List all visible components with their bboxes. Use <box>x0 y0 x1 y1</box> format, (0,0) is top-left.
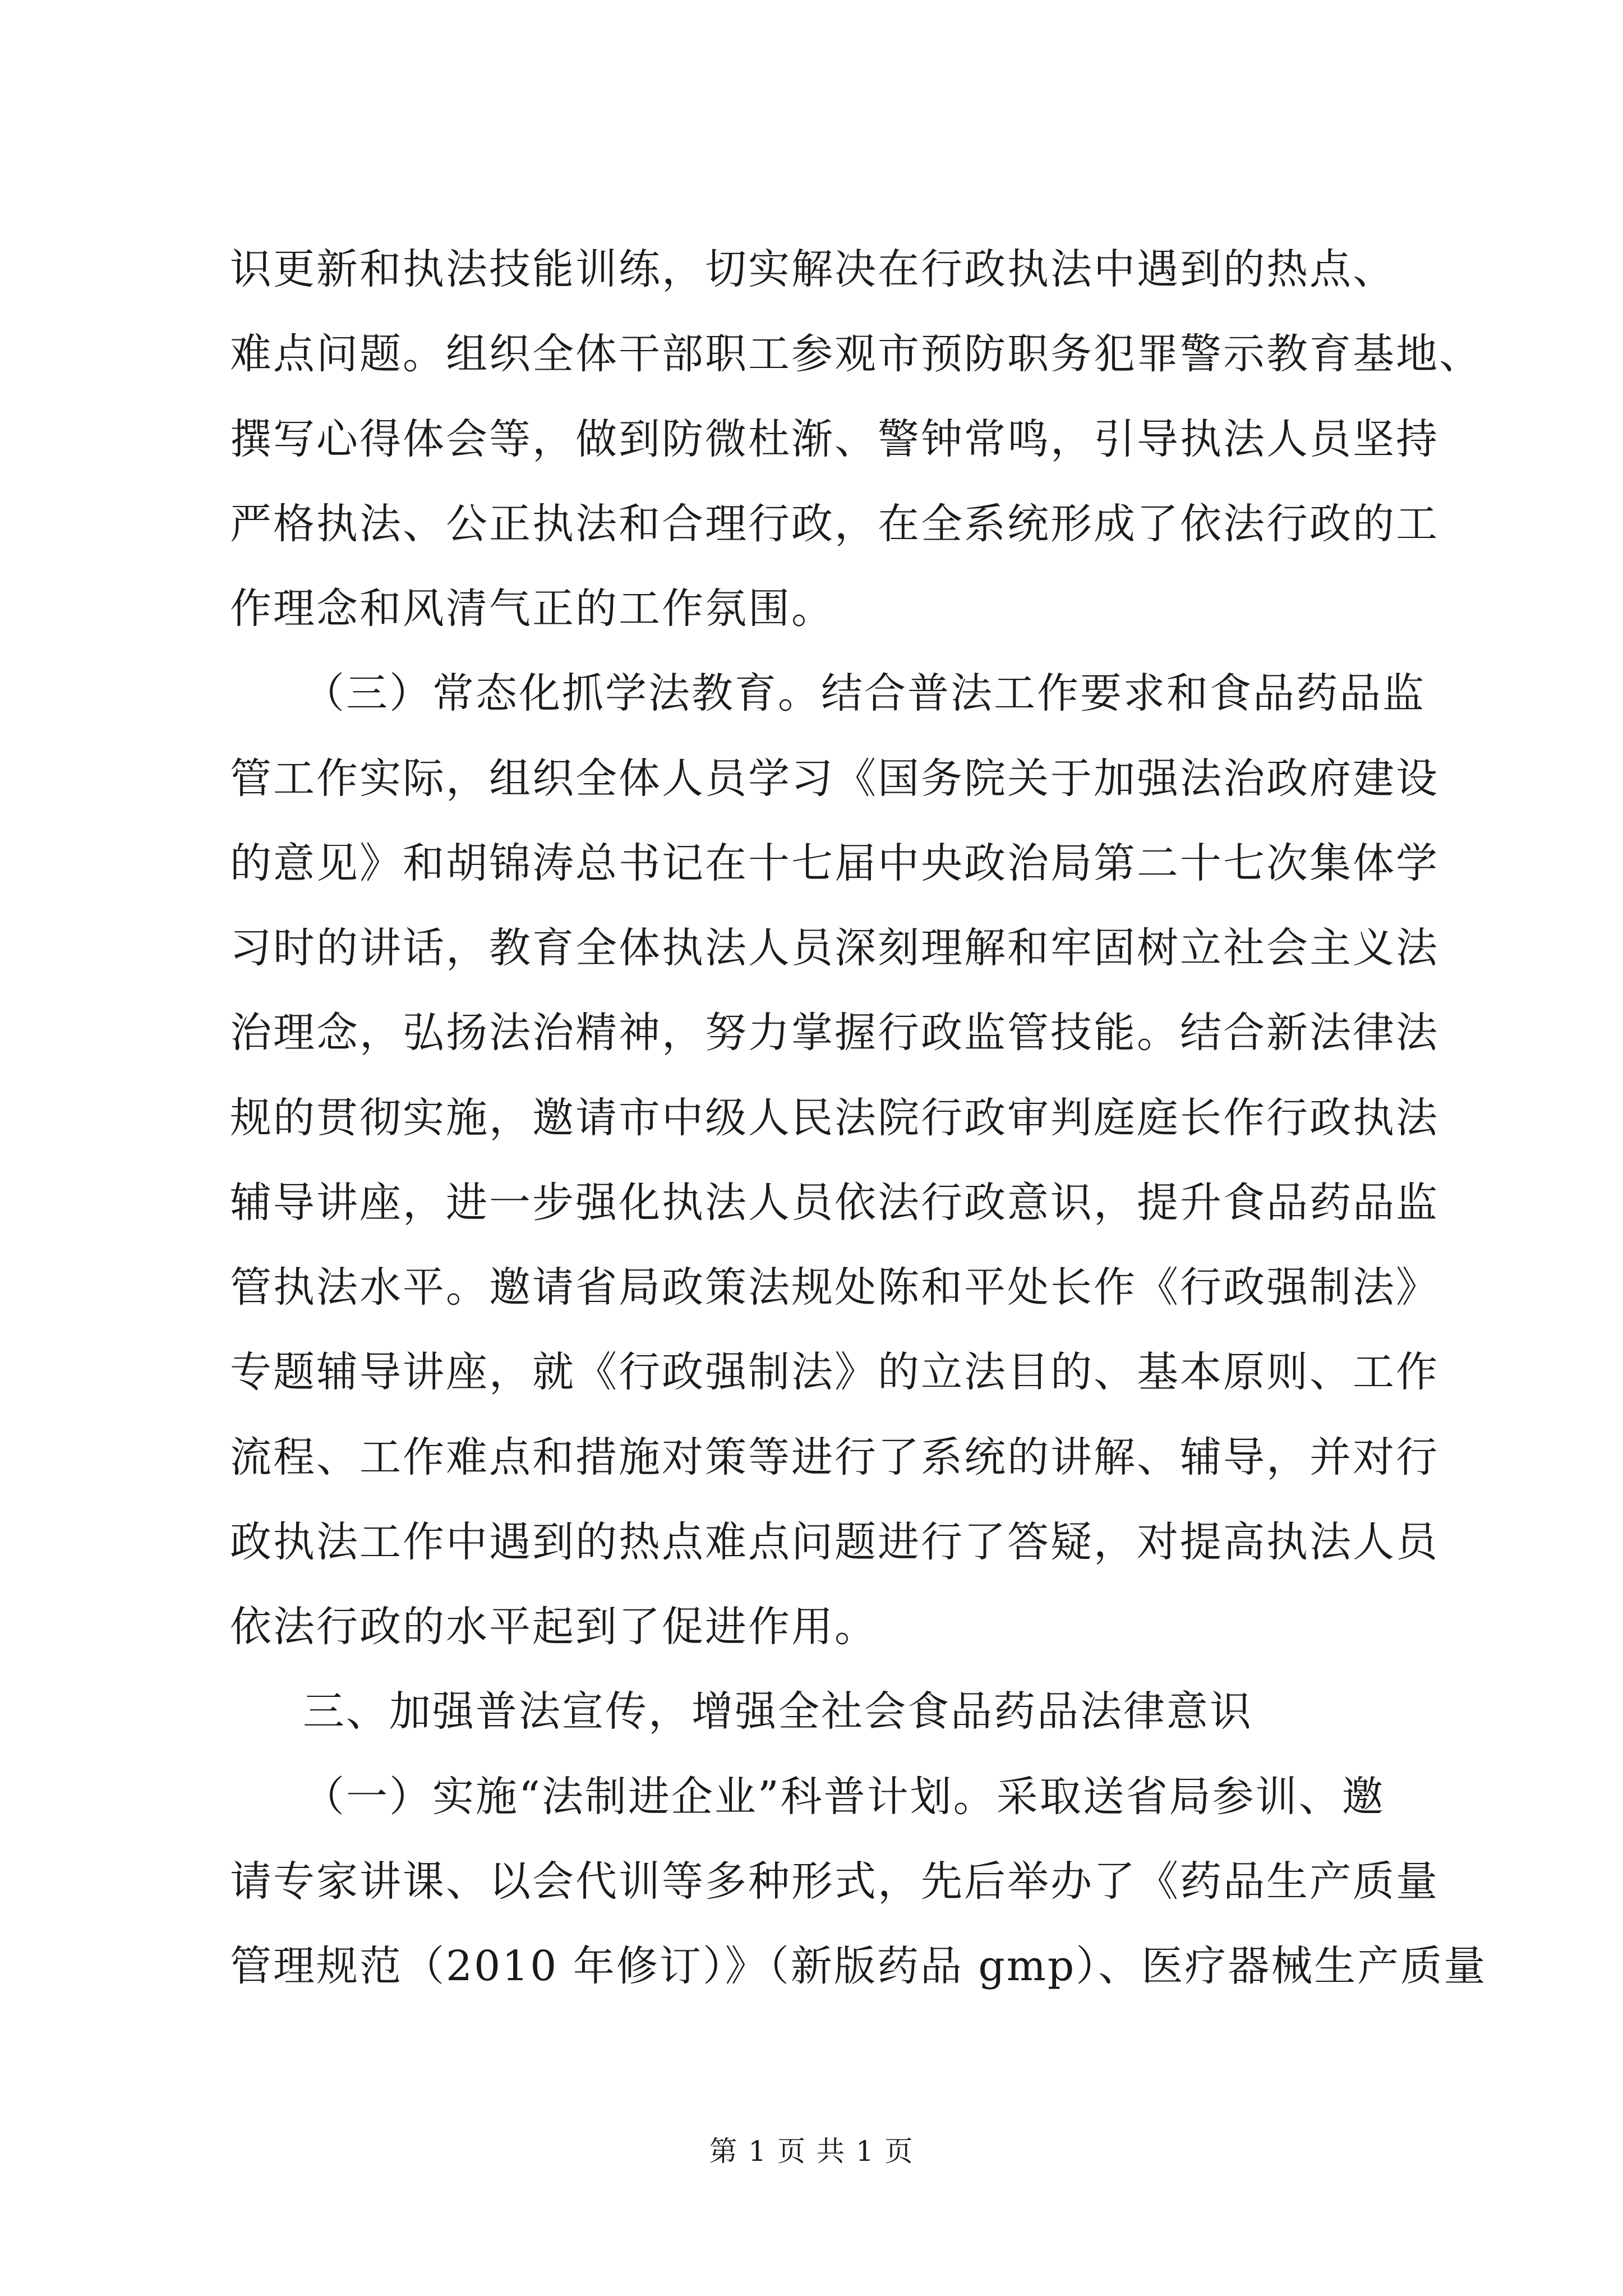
text-line: 流程、工作难点和措施对策等进行了系统的讲解、辅导，并对行 <box>230 1433 1439 1481</box>
text-line: 依法行政的水平起到了促进作用。 <box>230 1603 878 1651</box>
paragraph-heading: （一）实施“法制进企业”科普计划。采取送省局参训、邀 <box>303 1773 1385 1821</box>
text-line: 难点问题。组织全体干部职工参观市预防职务犯罪警示教育基地、 <box>230 330 1482 378</box>
text-line: 治理念，弘扬法治精神，努力掌握行政监管技能。结合新法律法 <box>230 1009 1439 1057</box>
text-line: 规的贯彻实施，邀请市中级人民法院行政审判庭庭长作行政执法 <box>230 1094 1439 1142</box>
text-line: 作理念和风清气正的工作氛围。 <box>230 585 834 633</box>
text-line: 辅导讲座，进一步强化执法人员依法行政意识，提升食品药品监 <box>230 1179 1439 1227</box>
text-line: 政执法工作中遇到的热点难点问题进行了答疑，对提高执法人员 <box>230 1518 1439 1566</box>
text-line: 管工作实际，组织全体人员学习《国务院关于加强法治政府建设 <box>230 754 1439 803</box>
text-line: 请专家讲课、以会代训等多种形式，先后举办了《药品生产质量 <box>230 1857 1439 1906</box>
text-line: 专题辅导讲座，就《行政强制法》的立法目的、基本原则、工作 <box>230 1348 1439 1396</box>
text-line: 识更新和执法技能训练，切实解决在行政执法中遇到的热点、 <box>230 245 1396 293</box>
text-line: 的意见》和胡锦涛总书记在十七届中央政治局第二十七次集体学 <box>230 839 1439 887</box>
text-line: 撰写心得体会等，做到防微杜渐、警钟常鸣，引导执法人员坚持 <box>230 415 1439 463</box>
page-number-footer: 第 1 页 共 1 页 <box>709 2135 914 2168</box>
text-line: 管执法水平。邀请省局政策法规处陈和平处长作《行政强制法》 <box>230 1263 1439 1312</box>
text-line: 管理规范（2010 年修订）》（新版药品 gmp）、医疗器械生产质量 <box>230 1942 1487 1990</box>
paragraph-heading: （三）常态化抓学法教育。结合普法工作要求和食品药品监 <box>303 669 1426 717</box>
text-line: 严格执法、公正执法和合理行政，在全系统形成了依法行政的工 <box>230 500 1439 548</box>
text-line: 习时的讲话，教育全体执法人员深刻理解和牢固树立社会主义法 <box>230 924 1439 972</box>
section-heading: 三、加强普法宣传，增强全社会食品药品法律意识 <box>303 1687 1253 1736</box>
